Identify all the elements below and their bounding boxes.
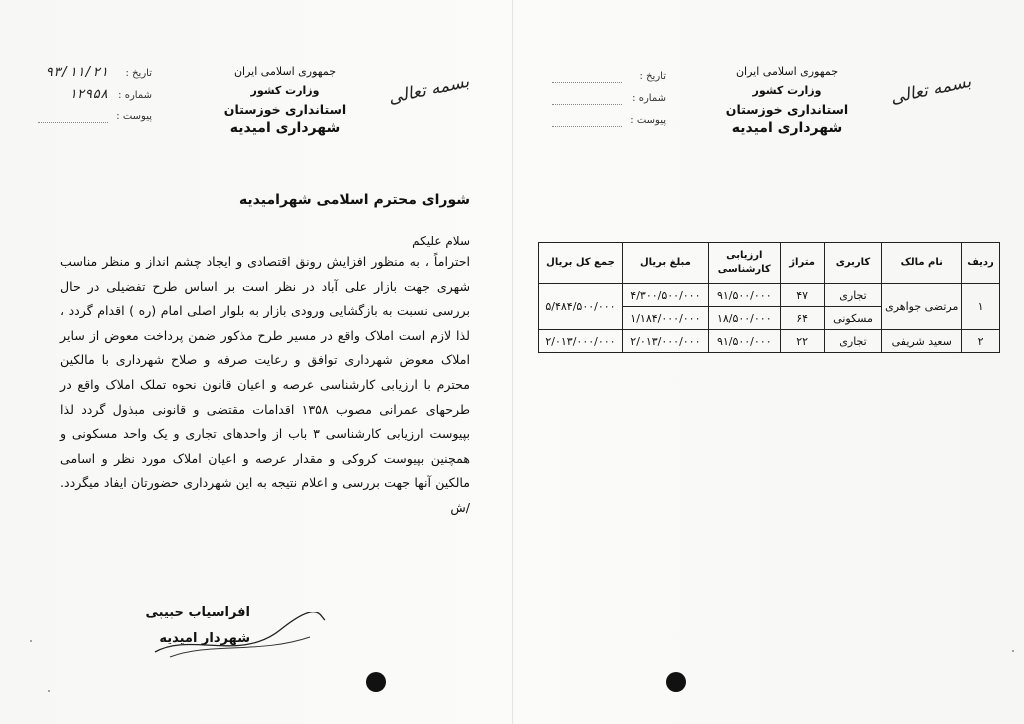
- letter-paragraph: احتراماً ، به منظور افزایش رونق اقتصادی و ایجاد چشم انداز و منظر مناسب شهری جهت بازار علی آباد در نظر است بر اساس طرح تفضیلی در حال بررسی نسبت به بازگشایی ورودی بازار به بلوار اصلی امام (ره ) اقدام گردد ، لذا لازم است املاک واقع در مسیر طرح مذکور ضمن پرداخت معوض از سایر املاک معوض شهرداری توافق و رعایت صرفه و صلاح شهرداری با مالکین محترم با ارزیابی کارشناسی عرصه و اعیان قانون نحوه تملک املاک واقع در طرحهای عمرانی مصوب ۱۳۵۸ اقدامات مقتضی و قانونی مبذول گردد لذا بپیوست ارزیابی کارشناسی ۳ باب از واحدهای تجاری و یک واحد مسکونی و همچنین بپیوست کروکی و مقدار عرصه و اعیان املاک مورد نظر و اسامی مالکین آنها جهت بررسی و اعلام نتیجه به این شهرداری حضورتان ایفاد میگردد. /ش: [60, 254, 470, 515]
- cell-area: ۴۷: [780, 284, 824, 307]
- letterhead-left: [220, 62, 470, 152]
- basmala-logo: بسمه تعالی: [889, 71, 974, 109]
- org-line-municipality: شهرداری امیدیه: [229, 120, 341, 136]
- cell-area: ۶۴: [780, 307, 824, 330]
- org-line-province: استانداری خوزستان: [223, 102, 347, 117]
- attachment-label: پیوست :: [630, 115, 666, 126]
- number-value: ۱۲۹۵۸: [68, 87, 108, 102]
- org-block: [200, 62, 370, 138]
- letter-body: [60, 192, 470, 521]
- org-line-municipality: شهرداری امیدیه: [731, 120, 843, 136]
- date-label: تاریخ :: [125, 68, 152, 79]
- letterhead-right: [722, 62, 972, 152]
- cell-total: ۵/۴۸۴/۵۰۰/۰۰۰: [539, 284, 623, 330]
- number-label: شماره :: [118, 90, 152, 101]
- letter-meta-left: [38, 62, 152, 128]
- basmala-logo: بسمه تعالی: [387, 71, 472, 109]
- col-header-area: متراژ: [780, 243, 824, 284]
- cell-row-no: ۱: [962, 284, 1000, 330]
- signature-block: [130, 600, 250, 652]
- cell-amount: ۱/۱۸۴/۰۰۰/۰۰۰: [622, 307, 708, 330]
- org-line-province: استانداری خوزستان: [725, 102, 849, 117]
- col-header-owner: نام مالک: [882, 243, 962, 284]
- org-line-ministry: وزارت کشور: [250, 84, 320, 97]
- cell-usage: تجاری: [824, 330, 882, 353]
- date-label: تاریخ :: [639, 71, 666, 82]
- valuation-table: [538, 242, 1000, 353]
- col-header-appraisal: ارزیابی کارشناسی: [708, 243, 780, 284]
- org-block: [702, 62, 872, 138]
- col-header-row-no: ردیف: [962, 243, 1000, 284]
- number-label: شماره :: [632, 93, 666, 104]
- date-value: ۹۳/۱۱/۲۱: [45, 65, 108, 80]
- letter-recipient: شورای محترم اسلامی شهرامیدیه: [238, 192, 470, 208]
- cell-appraisal: ۱۸/۵۰۰/۰۰۰: [708, 307, 780, 330]
- page-fold-line: [512, 0, 513, 724]
- cell-appraisal: ۹۱/۵۰۰/۰۰۰: [708, 330, 780, 353]
- cell-area: ۲۲: [780, 330, 824, 353]
- signatory-role: شهردار امیدیه: [159, 631, 250, 646]
- cell-amount: ۲/۰۱۳/۰۰۰/۰۰۰: [622, 330, 708, 353]
- cell-appraisal: ۹۱/۵۰۰/۰۰۰: [708, 284, 780, 307]
- org-line-country: جمهوری اسلامی ایران: [735, 65, 839, 78]
- cell-owner: سعید شریفی: [882, 330, 962, 353]
- col-header-usage: کاربری: [824, 243, 882, 284]
- table-row: [539, 330, 1000, 353]
- cell-total: ۲/۰۱۳/۰۰۰/۰۰۰: [539, 330, 623, 353]
- col-header-amount: مبلغ بریال: [622, 243, 708, 284]
- org-line-country: جمهوری اسلامی ایران: [233, 65, 337, 78]
- org-line-ministry: وزارت کشور: [752, 84, 822, 97]
- table-header-row: [539, 243, 1000, 284]
- letter-meta-right: [552, 66, 666, 132]
- col-header-total: جمع کل بریال: [539, 243, 623, 284]
- cell-amount: ۴/۳۰۰/۵۰۰/۰۰۰: [622, 284, 708, 307]
- signatory-name: افراسیاب حبیبی: [145, 605, 250, 620]
- punch-hole: [366, 672, 386, 692]
- cell-usage: مسکونی: [824, 307, 882, 330]
- cell-owner: مرتضی جواهری: [882, 284, 962, 330]
- cell-row-no: ۲: [962, 330, 1000, 353]
- letter-greeting: سلام علیکم: [412, 234, 470, 248]
- punch-hole: [666, 672, 686, 692]
- attachment-label: پیوست :: [116, 111, 152, 122]
- table-row: [539, 284, 1000, 307]
- cell-usage: تجاری: [824, 284, 882, 307]
